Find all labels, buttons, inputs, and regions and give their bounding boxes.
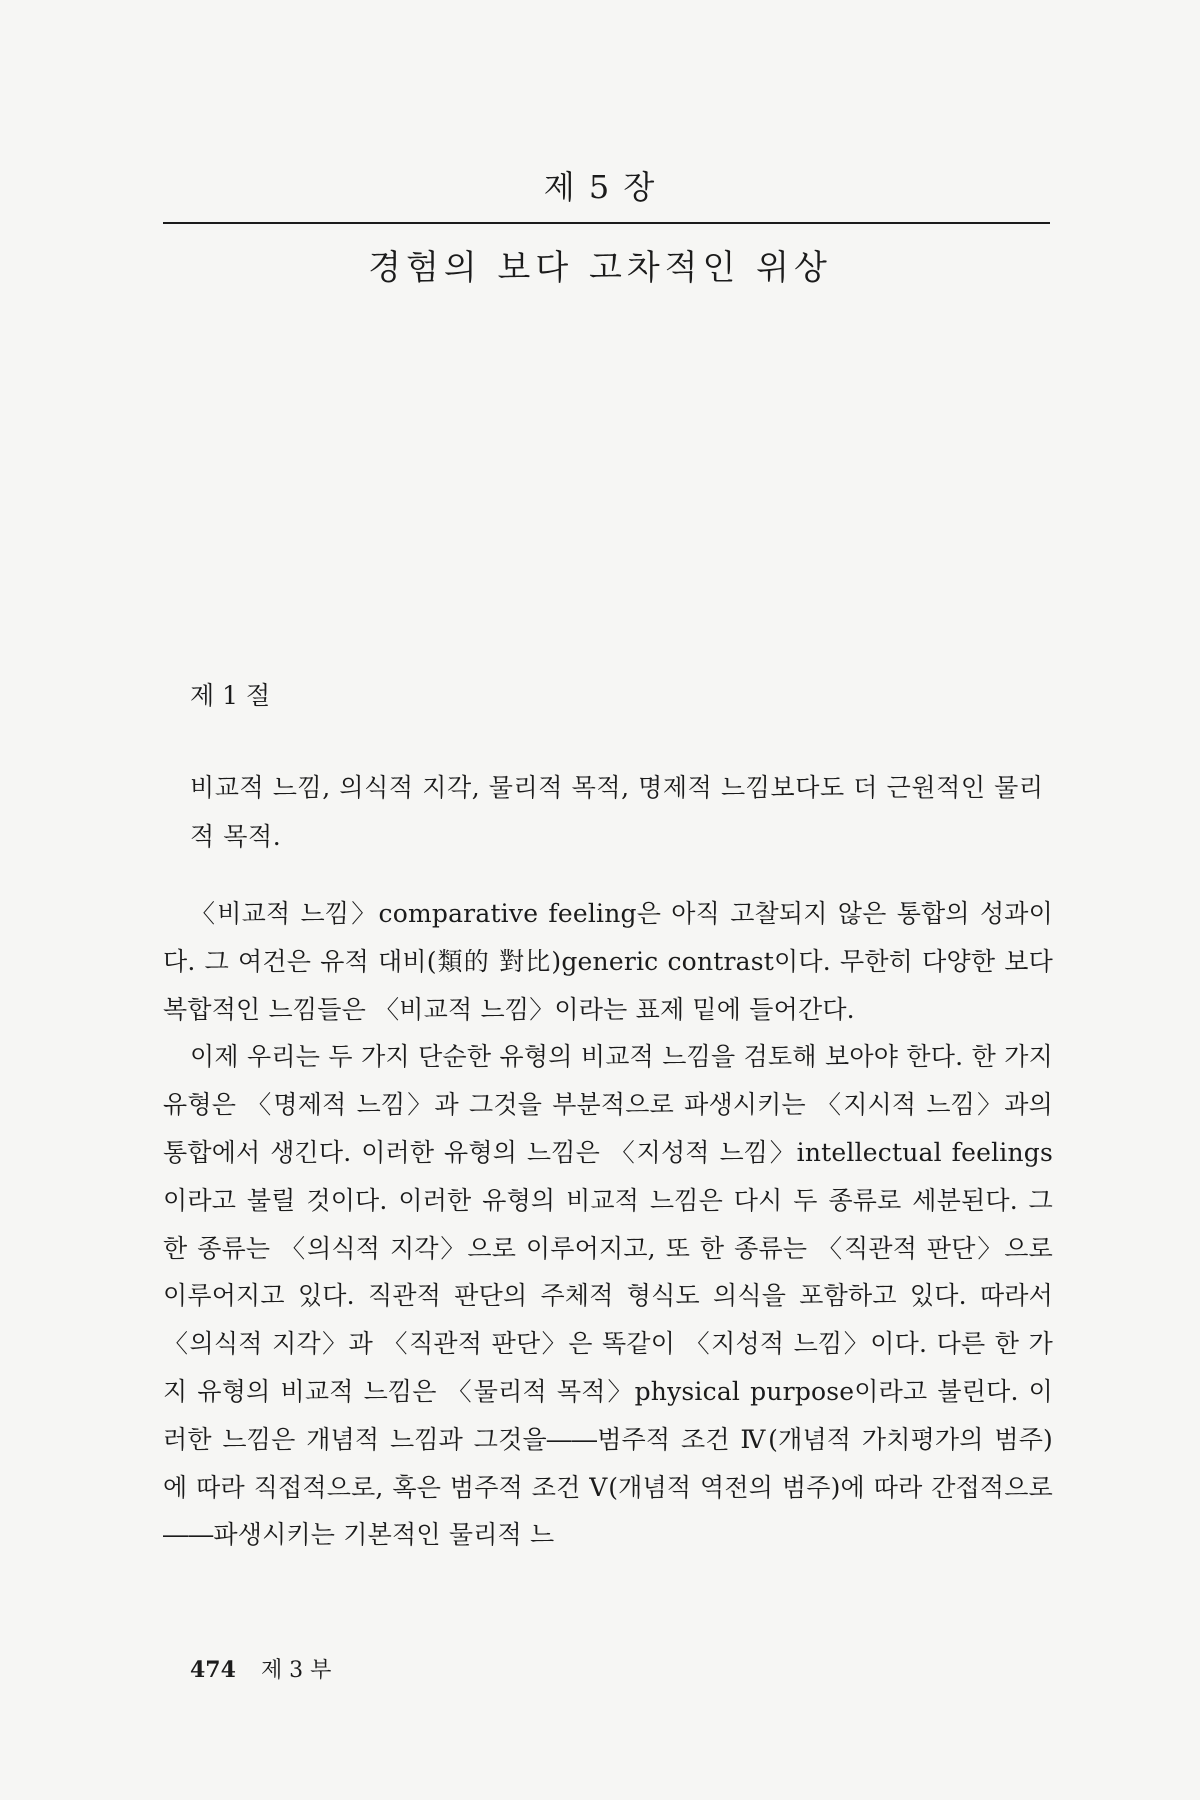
chapter-number: 제 5 장 (543, 168, 657, 206)
paragraph: 이제 우리는 두 가지 단순한 유형의 비교적 느낌을 검토해 보아야 한다. 한 가지 유형은 〈명제적 느낌〉과 그것을 부분적으로 파생시키는 〈지시적 느낌〉과의 통합에서 생긴다. 이러한 유형의 느낌은 〈지성적 느낌〉intellectual feelings이라고 불릴 것이다. 이러한 유형의 비교적 느낌은 다시 두 종류로 세분된다. 그 한 종류는 〈의식적 지각〉으로 이루어지고, 또 한 종류는 〈직관적 판단〉으로 이루어지고 있다. 직관적 판단의 주체적 형식도 의식을 포함하고 있다. 따라서 〈의식적 지각〉과 〈직관적 판단〉은 똑같이 〈지성적 느낌〉이다. 다른 한 가지 유형의 비교적 느낌은 〈물리적 목적〉physical purpose이라고 불린다. 이러한 느낌은 개념적 느낌과 그것을――범주적 조건 Ⅳ(개념적 가치평가의 범주)에 따라 직접적으로, 혹은 범주적 조건 Ⅴ(개념적 역전의 범주)에 따라 간접적으로――파생시키는 기본적인 물리적 느 (163, 1042, 1053, 1550)
paragraph: 〈비교적 느낌〉comparative feeling은 아직 고찰되지 않은 통합의 성과이다. 그 여건은 유적 대비(類的 對比)generic contrast이다. 무한히 다양한 보다 복합적인 느낌들은 〈비교적 느낌〉이라는 표제 밑에 들어간다. (163, 899, 1053, 1024)
chapter-title: 경험의 보다 고차적인 위상 (368, 248, 832, 288)
page-footer (190, 1653, 331, 1684)
chapter-divider (163, 222, 1050, 224)
page-number: 474 (190, 1657, 236, 1683)
section-number: 제 1 절 (190, 681, 271, 710)
part-label: 제 3 부 (260, 1658, 332, 1683)
body-text (163, 890, 1053, 1559)
section-summary: 비교적 느낌, 의식적 지각, 물리적 목적, 명제적 느낌보다도 더 근원적인 물리적 목적. (190, 773, 1044, 851)
